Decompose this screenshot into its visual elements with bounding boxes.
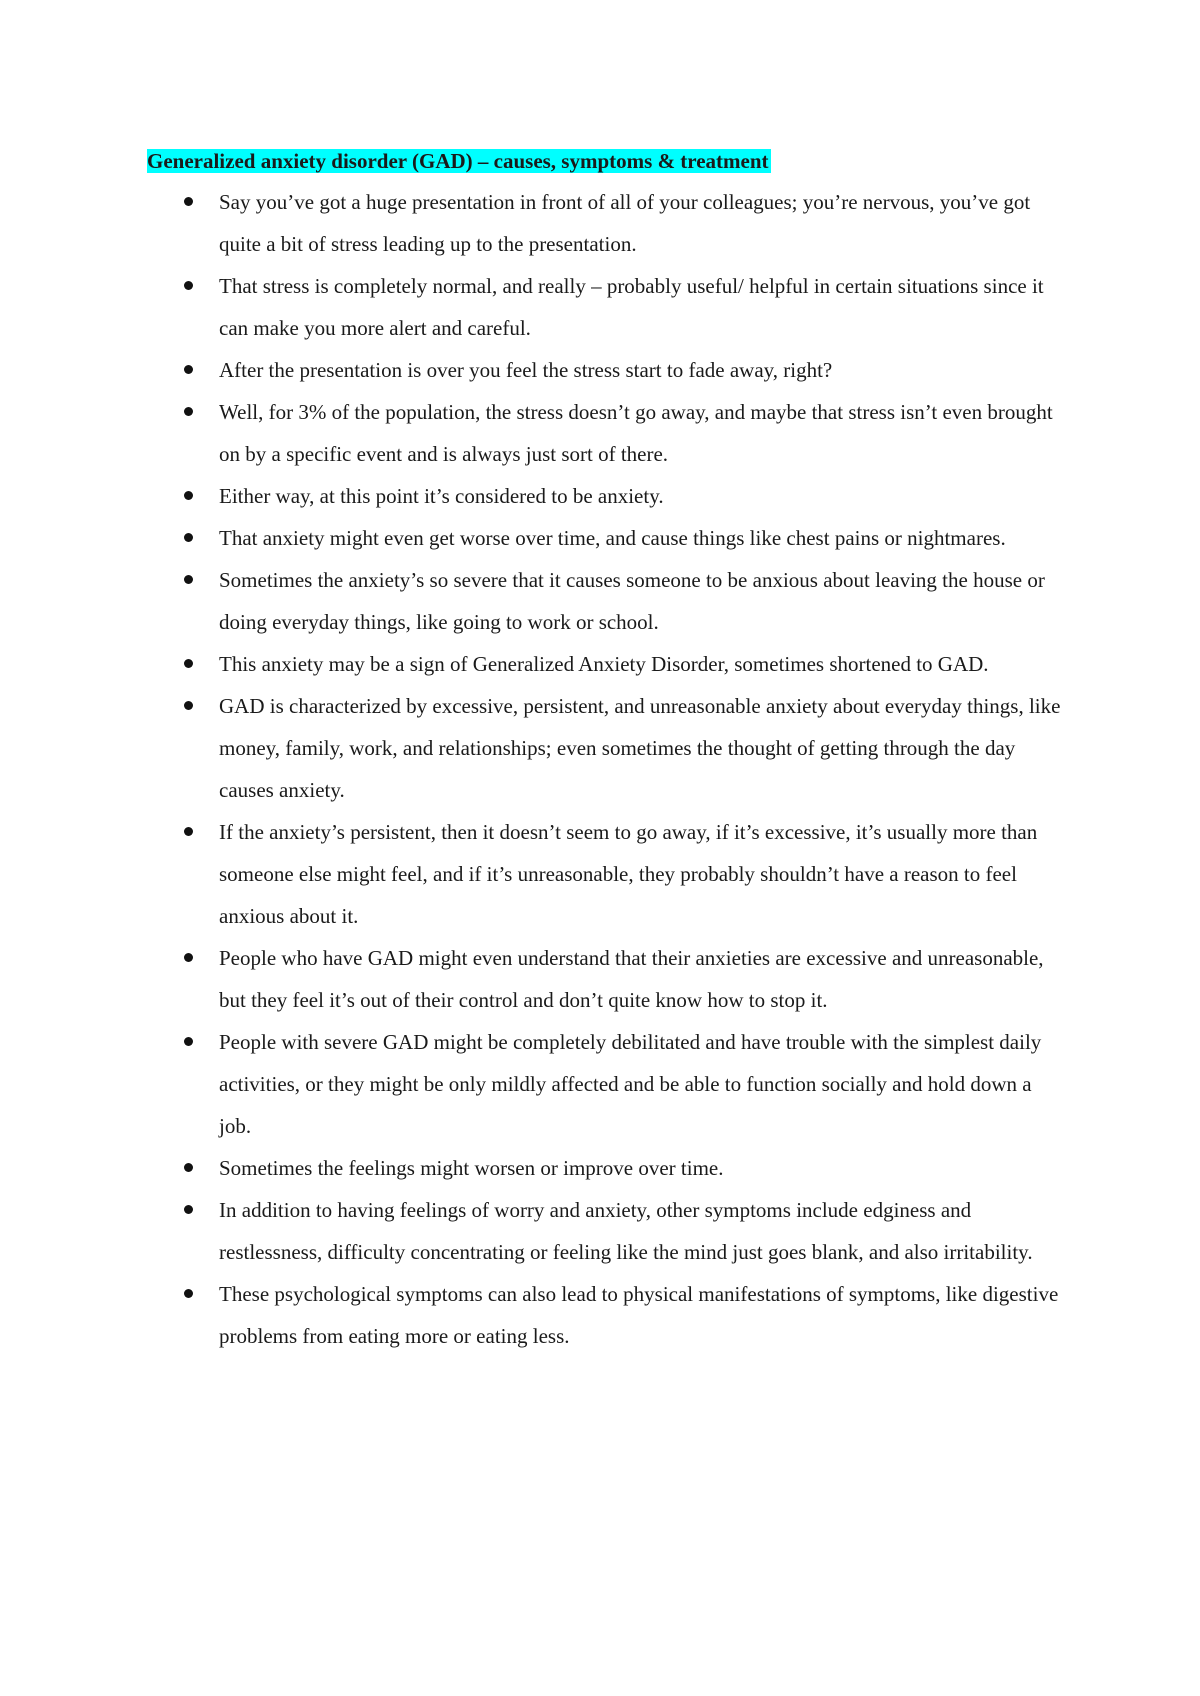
list-item — [147, 475, 1067, 517]
list-item — [147, 391, 1067, 475]
bullet-dot-icon — [184, 701, 193, 710]
list-item — [147, 685, 1067, 811]
bullet-dot-icon — [184, 575, 193, 584]
list-item-text: These psychological symptoms can also lead to physical manifestations of symptoms, like digestive problems from eating more or eating less. — [219, 1282, 1059, 1348]
bullet-dot-icon — [184, 491, 193, 500]
list-item-text: That stress is completely normal, and really – probably useful/ helpful in certain situations since it can make you more alert and careful. — [219, 274, 1044, 340]
list-item-text: If the anxiety’s persistent, then it doesn’t seem to go away, if it’s excessive, it’s usually more than someone else might feel, and if it’s unreasonable, they probably shouldn’t have a reason to feel anxious about it. — [219, 820, 1038, 928]
list-item — [147, 937, 1067, 1021]
bullet-dot-icon — [184, 953, 193, 962]
list-item — [147, 181, 1067, 265]
list-item-text: People who have GAD might even understand that their anxieties are excessive and unreasonable, but they feel it’s out of their control and don’t quite know how to stop it. — [219, 946, 1044, 1012]
document-title: Generalized anxiety disorder (GAD) – causes, symptoms & treatment — [147, 149, 769, 173]
bullet-dot-icon — [184, 365, 193, 374]
list-item-text: Say you’ve got a huge presentation in front of all of your colleagues; you’re nervous, you’ve got quite a bit of stress leading up to the presentation. — [219, 190, 1031, 256]
list-item — [147, 559, 1067, 643]
list-item — [147, 1189, 1067, 1273]
list-item-text: GAD is characterized by excessive, persistent, and unreasonable anxiety about everyday things, like money, family, work, and relationships; even sometimes the thought of getting through the day causes anxiety. — [219, 694, 1061, 802]
bullet-dot-icon — [184, 281, 193, 290]
bullet-dot-icon — [184, 1037, 193, 1046]
bullet-dot-icon — [184, 827, 193, 836]
list-item — [147, 1147, 1067, 1189]
bullet-dot-icon — [184, 197, 193, 206]
list-item-text: After the presentation is over you feel the stress start to fade away, right? — [219, 358, 833, 382]
list-item-text: In addition to having feelings of worry and anxiety, other symptoms include edginess and restlessness, difficulty concentrating or feeling like the mind just goes blank, and also irritability. — [219, 1198, 1033, 1264]
list-item-text: People with severe GAD might be completely debilitated and have trouble with the simplest daily activities, or they might be only mildly affected and be able to function socially and hold down a job. — [219, 1030, 1042, 1138]
list-item-text: Sometimes the anxiety’s so severe that it causes someone to be anxious about leaving the house or doing everyday things, like going to work or school. — [219, 568, 1045, 634]
document-body — [147, 143, 1067, 1357]
list-item — [147, 517, 1067, 559]
list-item-text: Well, for 3% of the population, the stress doesn’t go away, and maybe that stress isn’t even brought on by a specific event and is always just sort of there. — [219, 400, 1053, 466]
list-item — [147, 265, 1067, 349]
list-item-text: Either way, at this point it’s considered to be anxiety. — [219, 484, 664, 508]
bullet-dot-icon — [184, 533, 193, 542]
list-item — [147, 1021, 1067, 1147]
bullet-dot-icon — [184, 1205, 193, 1214]
bullet-dot-icon — [184, 659, 193, 668]
list-item — [147, 643, 1067, 685]
title-line — [147, 143, 1067, 179]
list-item-text: Sometimes the feelings might worsen or improve over time. — [219, 1156, 724, 1180]
list-item — [147, 1273, 1067, 1357]
bullet-dot-icon — [184, 1163, 193, 1172]
list-item-text: That anxiety might even get worse over time, and cause things like chest pains or nightmares. — [219, 526, 1006, 550]
list-item — [147, 349, 1067, 391]
list-item-text: This anxiety may be a sign of Generalized Anxiety Disorder, sometimes shortened to GAD. — [219, 652, 989, 676]
bullet-dot-icon — [184, 1289, 193, 1298]
bullet-dot-icon — [184, 407, 193, 416]
list-item — [147, 811, 1067, 937]
bullet-list — [147, 181, 1067, 1357]
